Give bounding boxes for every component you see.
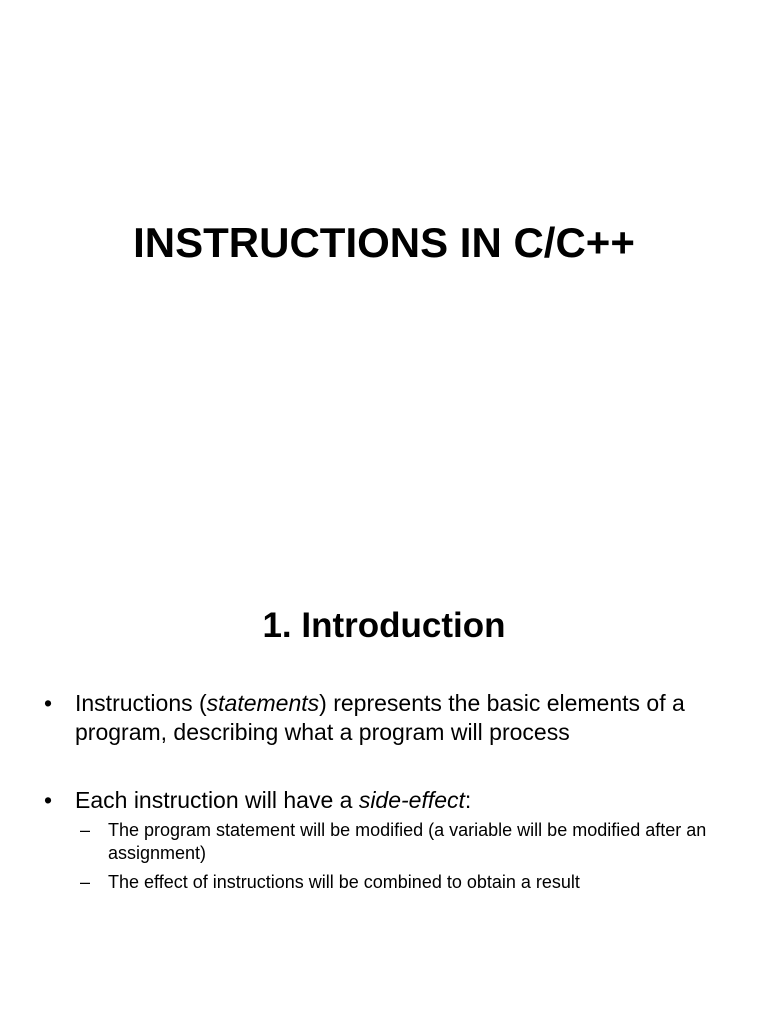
bullet-item (44, 689, 724, 747)
bullet-icon: • (44, 690, 53, 716)
sub-bullet-item (80, 819, 720, 865)
bullet-item (44, 786, 724, 815)
emphasis-term: side-effect (358, 787, 465, 813)
sub-bullet-item (80, 871, 720, 894)
slide-title: INSTRUCTIONS IN C/C++ (133, 219, 635, 266)
bullet-text: Instructions (statements) represents the basic elements of a program, describing what a program will process (75, 690, 685, 745)
bullet-icon: • (44, 787, 53, 813)
bullet-text: Each instruction will have a side-effect: (75, 787, 472, 813)
section-heading: 1. Introduction (262, 606, 506, 645)
dash-icon: – (80, 820, 91, 840)
content-slide (0, 512, 768, 1024)
dash-icon: – (80, 872, 91, 892)
sub-bullet-text: The effect of instructions will be combined to obtain a result (108, 872, 580, 892)
sub-bullet-text: The program statement will be modified (a variable will be modified after an assignment) (108, 820, 707, 863)
emphasis-term: statements (206, 690, 320, 716)
